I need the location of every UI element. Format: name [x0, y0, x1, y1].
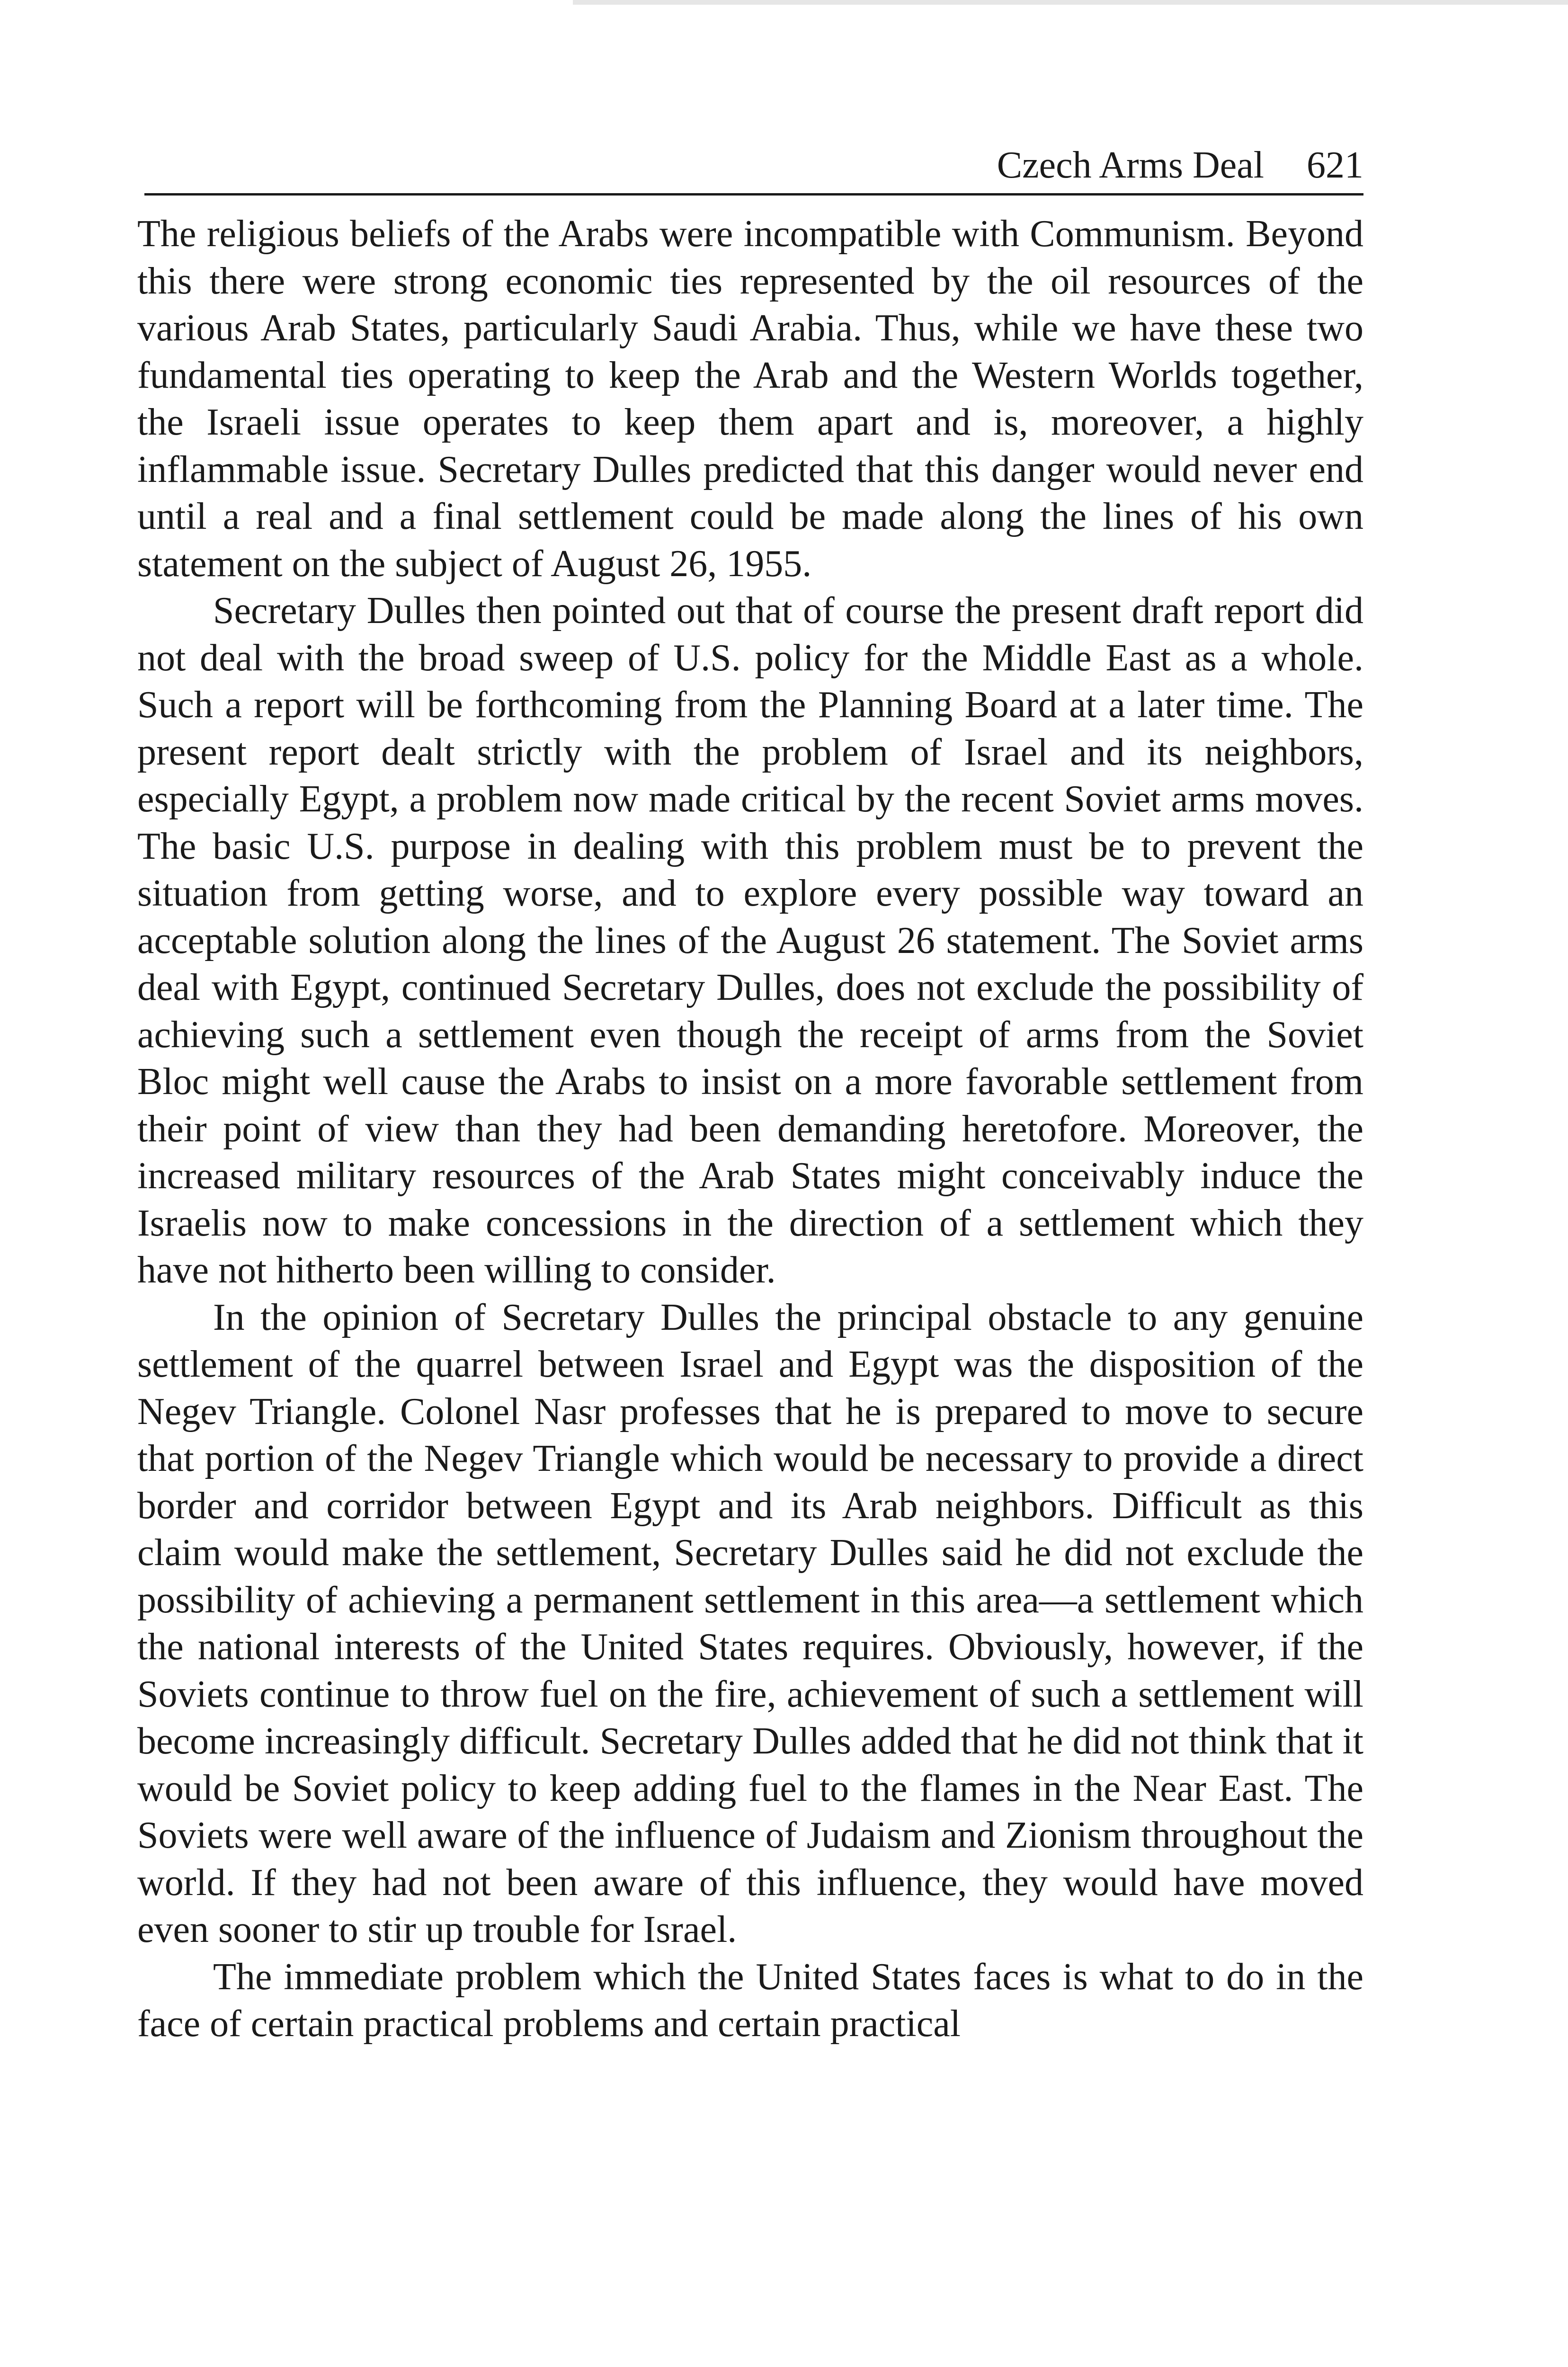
- paragraph-3: In the opinion of Secretary Dulles the principal obstacle to any genuine settlement of the quarrel between Israel and Egypt was the disposition of the Negev Triangle. Colonel Nasr professes that he is prepared to move to secure that portion of the Negev Triangle which would be necessary to provide a direct border and corridor between Egypt and its Arab neighbors. Difficult as this claim would make the settlement, Secretary Dulles said he did not exclude the possibility of achieving a permanent settlement in this area—a settlement which the national interests of the United States requires. Obviously, however, if the Soviets continue to throw fuel on the fire, achievement of such a settlement will become increasingly difficult. Secretary Dulles added that he did not think that it would be Soviet policy to keep adding fuel to the flames in the Near East. The Soviets were well aware of the influence of Judaism and Zionism throughout the world. If they had not been aware of this influence, they would have moved even sooner to stir up trouble for Israel.: [137, 1296, 1363, 1950]
- paragraph-1: The religious beliefs of the Arabs were incompatible with Communism. Beyond this there were strong economic ties represented by the oil resources of the various Arab States, particularly Saudi Arabia. Thus, while we have these two fundamental ties operating to keep the Arab and the Western Worlds together, the Israeli issue operates to keep them apart and is, moreover, a highly inflammable issue. Secretary Dulles predicted that this danger would never end until a real and a final settlement could be made along the lines of his own statement on the subject of August 26, 1955.: [137, 213, 1363, 585]
- page-number: 621: [1307, 144, 1363, 186]
- paragraph-2: Secretary Dulles then pointed out that of course the present draft report did not deal with the broad sweep of U.S. policy for the Middle East as a whole. Such a report will be forthcoming from the Planning Board at a later time. The present report dealt strictly with the problem of Israel and its neighbors, especially Egypt, a problem now made critical by the recent Soviet arms moves. The basic U.S. purpose in dealing with this problem must be to prevent the situation from getting worse, and to explore every possible way toward an acceptable solution along the lines of the August 26 statement. The Soviet arms deal with Egypt, continued Secretary Dulles, does not exclude the possibility of achieving such a settlement even though the receipt of arms from the Soviet Bloc might well cause the Arabs to insist on a more favorable settlement from their point of view than they had been demanding heretofore. Moreover, the increased military resources of the Arab States might conceivably induce the Israelis now to make concessions in the direction of a settlement which they have not hitherto been willing to consider.: [137, 590, 1363, 1291]
- running-header: [144, 137, 1363, 196]
- running-title: Czech Arms Deal: [997, 144, 1264, 186]
- paragraph-4: The immediate problem which the United States faces is what to do in the face of certain practical problems and certain practical: [137, 1956, 1363, 2045]
- page-top-edge-shadow: [573, 0, 1568, 5]
- body-text: [137, 211, 1363, 2048]
